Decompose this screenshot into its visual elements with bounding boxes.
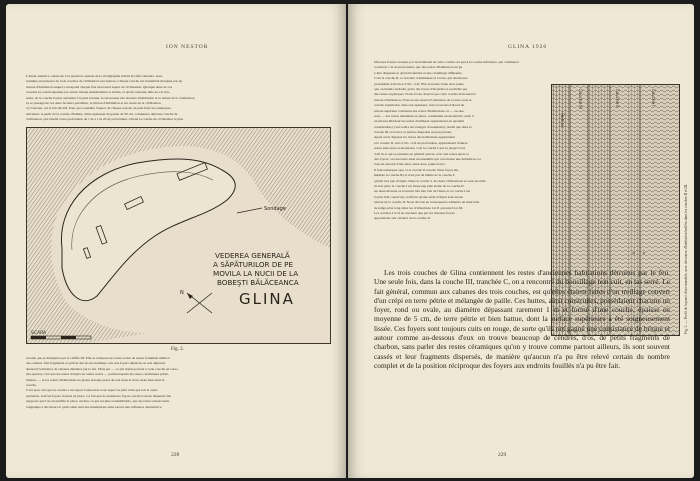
right-page — [348, 4, 694, 478]
left-page — [6, 4, 346, 478]
text-line: restes plus rares et modernes; c'est la couche I qui va jusqu'à vers — [374, 146, 466, 151]
compass-label: N — [180, 290, 184, 296]
text-line: de temps plus long entre les civilisations I et II qu'entre II et III. — [374, 205, 464, 210]
text-line: Il faut remarquer que, si la couche II couche d'une façon im- — [374, 167, 459, 172]
main-paragraph: Les trois couches de Glina contiennent les restes d'anciennes habitations détruites par le feu. Une seule fois, dans la couche III, tranchée C, on a rencontré du bousillage non cuit, en tas serré. Le fait général, commun aux cabanes des trois couches, est qu'elles étaient faites d'un treillage couvert d'un crépi en terre pétrie et mélangée de paille. Ces huttes, ainsi construites, possédaient chacune un foyer, rond ou ovale, au diamètre dépassant rarement 1 m et formé d'une couche, épaisse en moyenne de 5 cm, de terre pétrie et bien battue, dont la surface supérieure a été soigneusement lissée. Ces foyers sont toujours cuits en rouge, de sorte qu'ils ont gagné une consistance de brique et autour comme au-dessous d'eux on trouve beaucoup de cendres, d'os, de petits fragments de charbon, sans parler des restes céramiques qu'on y trouve comme partout ailleurs, ils sont souvent cassés et leur fragments dispersés, de manière qu'aucun n'a pu être relevé certain du nombre complet et de la position réciproque des foyers aux endroits fouillés n'a pu être fait. — [374, 268, 670, 370]
figure-caption-left: Fig. 2. — [171, 347, 184, 352]
text-line: Les couches I et II ne touchent que par les diverses fosses — [374, 210, 455, 215]
running-head-right: GLINA 1926 — [508, 44, 548, 50]
legend-line-1: VEDEREA GENERALĂ — [215, 251, 290, 260]
site-map-svg — [27, 128, 330, 343]
text-line: considérable (c'est-à-dire les vestiges d'ossements), tandis que dans la — [374, 124, 472, 129]
right-top-text — [374, 60, 546, 222]
text-line: les deux niveaux se trouvent très loin l'un de l'autre et la couche I est — [374, 189, 471, 194]
text-line: niveau de la couche II. Nous devons en conséquence admettre un intervalle — [374, 200, 480, 205]
text-line: à environ 1 m de profondeur; que des restes d'habitation ont pu — [374, 65, 463, 70]
text-line: Diverses fosses creusées par les habitants de cette couche ont percé la couche inférieure, qui commence — [374, 60, 520, 64]
section-separator: * * — [632, 252, 649, 258]
legend-line-4: BOBEŞTI BĂLĂCEANCA — [217, 278, 299, 287]
text-line: L'étude attentive consacrée à la question capitale de la stratigraphie établit les faits suivants: nous — [26, 74, 163, 78]
text-line: la, le passage de ces deux facteurs parallèles, le niveau d'habitation et les restes de la civilisation — [26, 100, 161, 105]
text-line: niveau d'habitation. Nous avons observé l'existence de la terre sous la — [374, 97, 472, 102]
running-head-left: ION NESTOR — [166, 44, 209, 50]
text-line: couche. — [26, 382, 37, 387]
plate-label-humus: Humus — [560, 113, 565, 128]
text-line: des restes organiques. Nous avons observé que cette couche était aussi le — [374, 92, 476, 97]
text-line: niveau d'habitation auquel correspond chaque fois un nouvel aspect de civilisation. Quoique deux de ces — [26, 84, 173, 89]
legend-line-2: A SĂPĂTURILOR DE PE — [213, 260, 294, 269]
legend-line-3: MOVILA LA NUCII DE LA — [213, 269, 299, 278]
text-line: sous — des restes nettement en place, constituant un inventaire varié: à — [374, 113, 474, 118]
text-line: attestent l'existence de cabanes détruites par le feu. Mais par — ce qui donne partout à cette couche un carac- — [26, 366, 179, 371]
text-line: C'est la couche II, à caractère volumineux et à terre, qui atteint une — [374, 76, 468, 81]
scale-label: SCARA — [31, 331, 47, 336]
text-line: s'y trouvent, est le fait décisif. Pour qui considère l'aspect de chaque couche on peut faire les remarques — [26, 106, 171, 111]
side-caption — [684, 164, 692, 334]
text-line: minent, — et les restes d'habitations ne gisent presque point du tout dans le terre, mais bien dans la — [26, 377, 165, 382]
folio-right: 229 — [498, 452, 507, 458]
folio-left: 228 — [171, 452, 180, 458]
text-line: perturbés, sauf les foyers trouvés en place. Le fait que de nombreux foyers ont été trouvés dispersés fait — [26, 393, 172, 398]
text-line: des foyers; on rencontre ainsi un ensemble qui caractérise une habitation. Le — [374, 157, 482, 162]
text-line: y être dispersés et qu'un inventaire et une céramique différents. — [374, 70, 463, 75]
site-map-figure — [26, 127, 331, 344]
text-line: à la couche II, vers 2,50—3 m de profondeur, apparaissent d'autres — [374, 140, 468, 145]
plate-label-couche-iii: Couche III — [578, 89, 583, 109]
text-line: des cendres. Des fragments et parfois des tas de bouillage cuit, des foyers déplacés ou non déplacés — [26, 361, 166, 366]
plate-label-couche-i: Couche I — [651, 89, 656, 107]
text-line: sommes en présence de trois couches de civilisation successives. Chaque couche est clairement marquée par un — [26, 79, 183, 84]
text-line: tout est entouré d'une terre assez dure, jaune-foncé. — [374, 162, 446, 167]
text-line: récente que je désignerai par le chiffre III. Elle se compose de toutes sortes de restes fortement mêlés à — [26, 356, 170, 360]
text-line: médiate la couche III, il n'est pas de même de la couche I: — [374, 173, 455, 178]
text-line: couche III on trouve et parfois dispersés un peu partout. — [374, 130, 453, 135]
text-line: couches ne soient séparées par aucun niveau intermédiaire et stérile, et qu'un contraste aille en s'accen- — [26, 90, 170, 95]
text-line: tère spécial, c'est que les restes d'objets de toutes sortes — parmi lesquels les restes céramiques prédo- — [26, 372, 170, 377]
left-bottom-text — [26, 356, 329, 410]
text-line: qu'elle très peu d'objets. Dans la couche I, les deux civilisations se sont succédé — [374, 178, 486, 183]
text-line: C'est pour cela que la couche a un aspect bouleversé et un aspect le plus varié qui soit et assez — [26, 388, 158, 393]
compass-icon — [187, 293, 212, 313]
text-line: niveau supérieur contenant des restes d'habitations, et — au-des- — [374, 108, 465, 113]
text-line: tuant, de la couche la plus ancienne à la plus récente, la succession des niveaux d'habitation et la nature de la civilisation — [26, 95, 195, 100]
text-line: couche supérieure; dans son épaisseur, nous trouvons d'abord un — [374, 103, 465, 108]
text-line: 3,50 m et qui se présente en général pauvre, avec des restes épars et — [374, 151, 469, 156]
side-caption-text: Fig. 3. — Profil de la paroi d'une tranchée, avec des traces d'habitation brûlées dans les couches II et III. — [684, 184, 688, 334]
left-top-text — [26, 74, 329, 123]
text-line: de très près; la couche I est beaucoup plus isolée de la couche II: — [374, 183, 465, 188]
text-line: qui, en maints endroits, porte des traces d'incendie et est mêlée par — [374, 86, 468, 91]
text-line: un niveau inférieur les restes d'animaux apparaissent en quantité — [374, 119, 465, 124]
sondage-label: Sondage — [264, 206, 286, 212]
sondage-line — [237, 208, 262, 213]
text-line: supposer que l'on ait pétrifié la place, un lieu, ce qui est plus vraisemblable, que les restes soient restés — [26, 399, 170, 404]
text-line: profondeur d'environ 2,50—3 m. Elle se forme d'une terre jaune — [374, 81, 464, 86]
text-line: suivantes: A partir de la couche d'humus, d'une épaisseur moyenne de 30 cm, commence déjà une couche de — [26, 111, 178, 116]
text-line: Après avoir dépassé les traces des habitations appartenant — [374, 135, 455, 140]
plate-label-couche-ii: Couche II — [615, 89, 620, 108]
site-name: GLINA — [239, 290, 295, 308]
text-line: longtemps à découvert et qu'ils aient subi des intempéries ainsi exercé leur influence destructrice. — [26, 404, 163, 409]
hill-outline — [61, 159, 235, 301]
text-line: civilisation, qui s'étend à une profondeur de 1 m à 1 m 20 de profondeur, s'étend la couche de civilisation la plus — [26, 117, 184, 122]
text-line: la plus mal conservée, n'offrant qu'une série d'objets sans aucun — [374, 194, 464, 199]
text-line: appartenant aux cabanes de la couche II. — [374, 216, 431, 221]
